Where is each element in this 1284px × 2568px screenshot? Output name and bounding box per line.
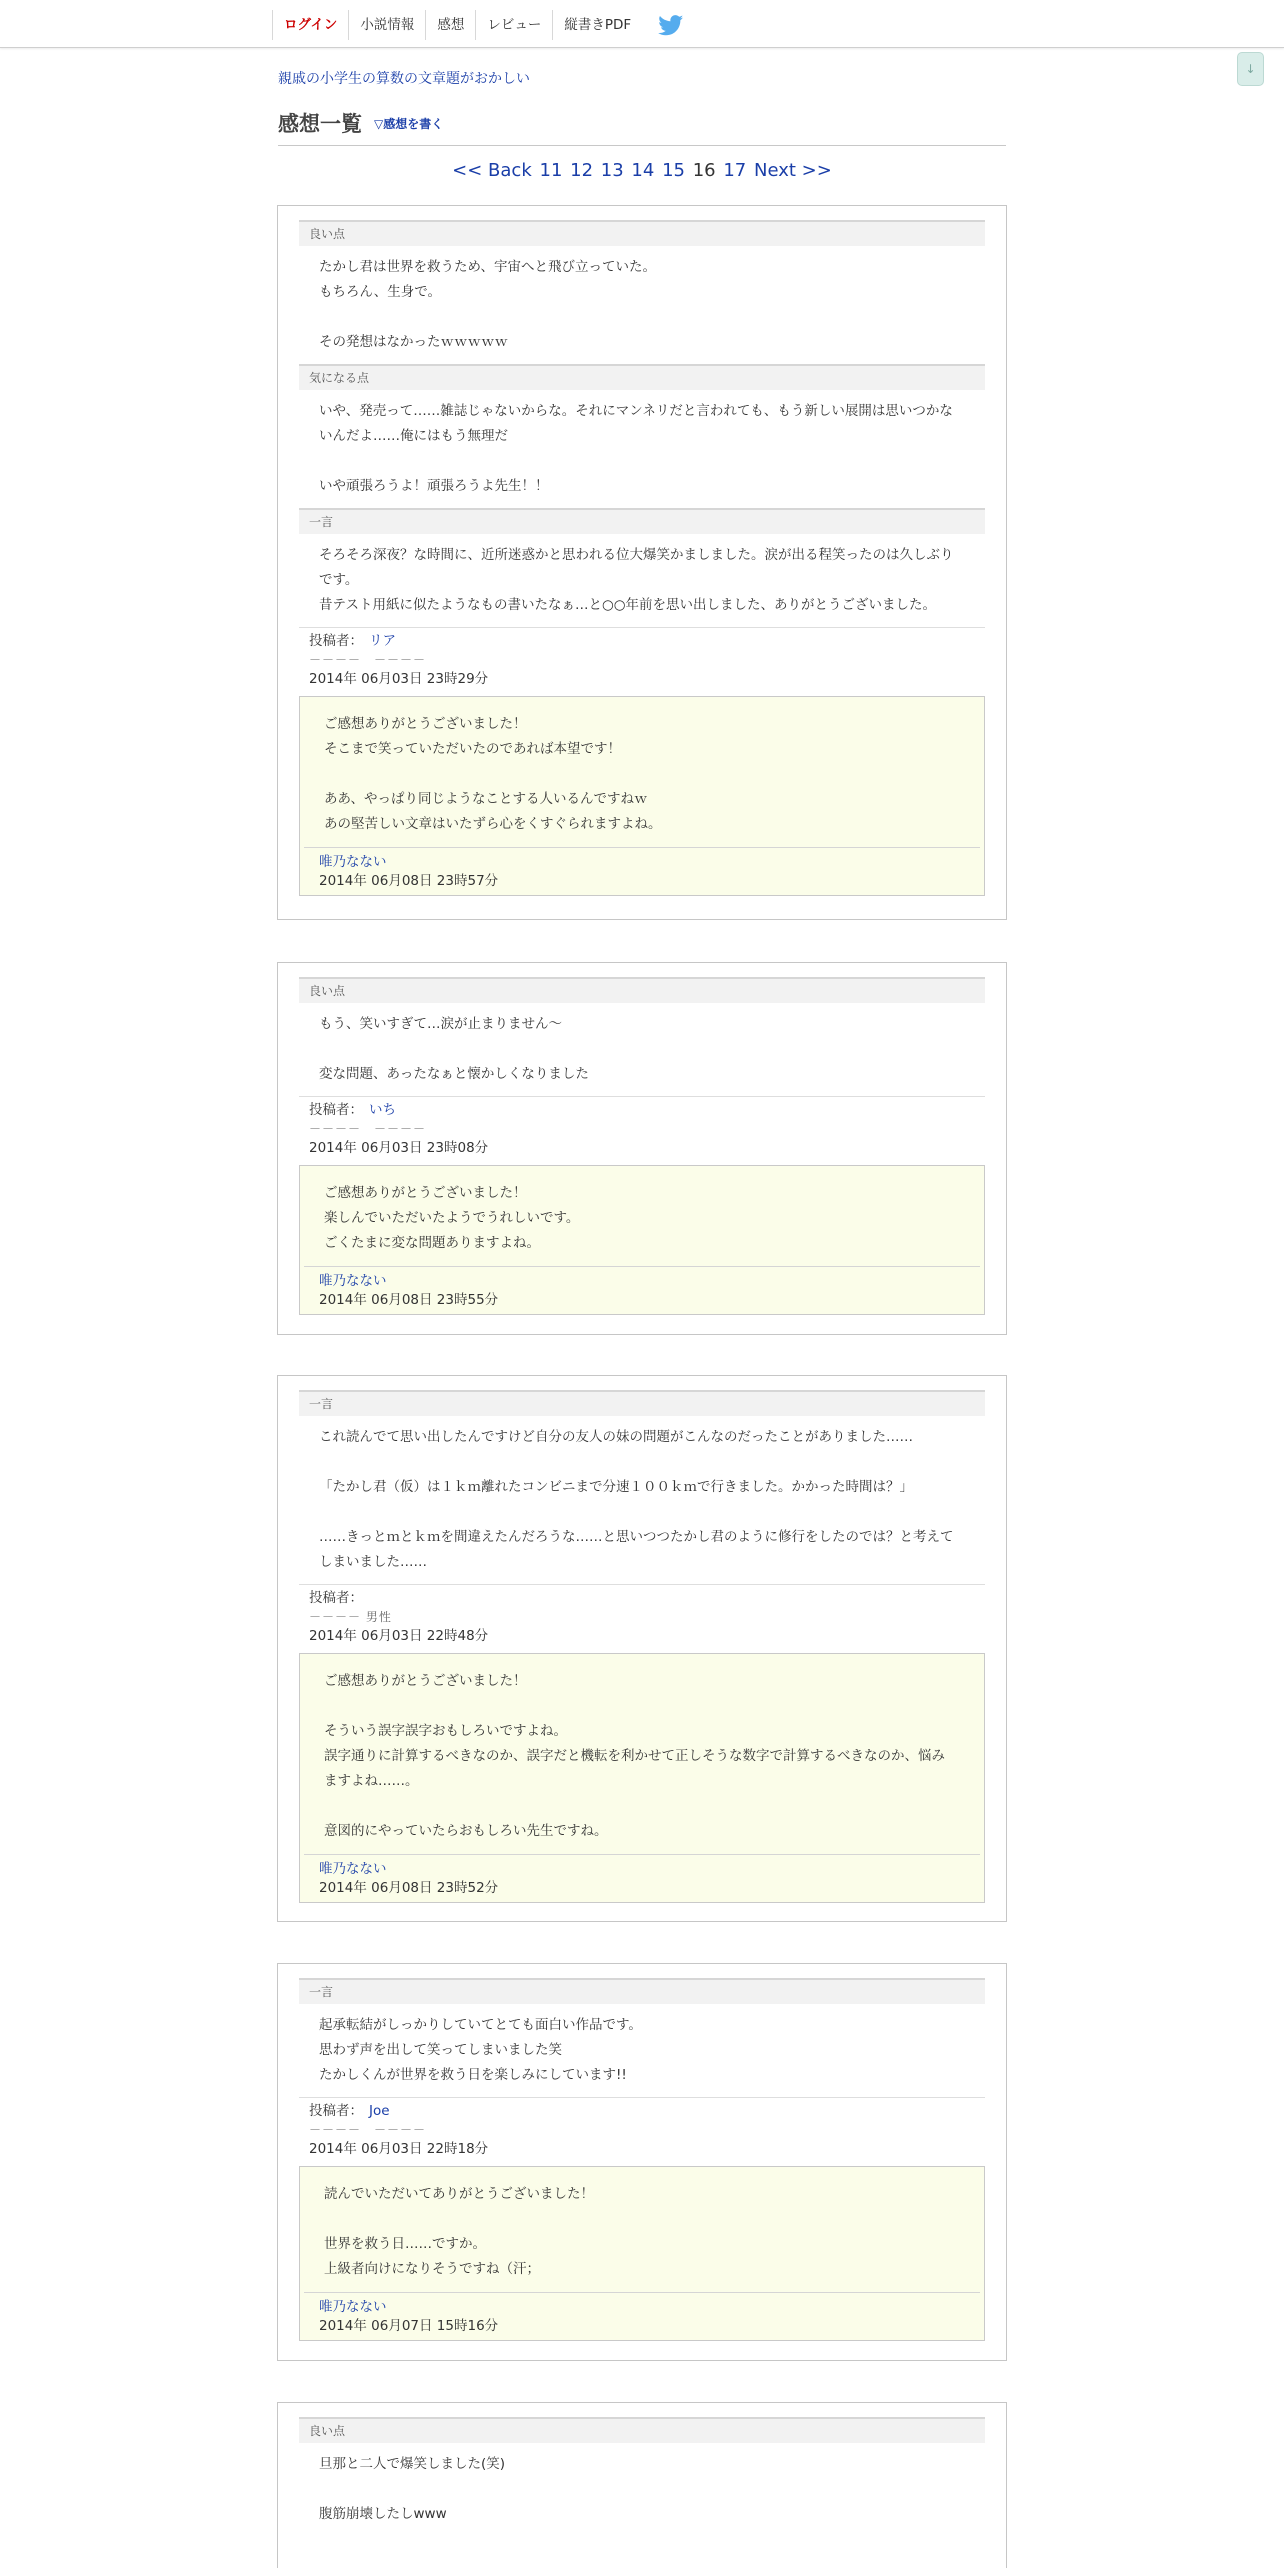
review-section-label: 良い点: [299, 2417, 985, 2443]
poster-attributes: －－－－ 男性: [309, 1610, 392, 1624]
reply-author-link[interactable]: 唯乃なない: [319, 1273, 387, 1289]
novel-title-link[interactable]: 親戚の小学生の算数の文章題がおかしい: [278, 71, 530, 87]
poster-info: [299, 2097, 985, 2164]
reply-author-link[interactable]: 唯乃なない: [319, 1861, 387, 1877]
text-line: 誤字通りに計算するべきなのか、誤字だと機転を利かせて正しそうな数字で計算するべきなのか、悩み: [324, 1748, 945, 1764]
poster-label: 投稿者：: [309, 633, 363, 649]
pager-page-17[interactable]: 17: [723, 160, 747, 181]
text-line: あの堅苦しい文章はいたずら心をくすぐられますよね。: [324, 816, 662, 832]
author-reply: [299, 696, 985, 896]
review-section-text: [299, 246, 985, 364]
write-impression-link[interactable]: ▽感想を書く: [374, 117, 444, 131]
text-line: もう、笑いすぎて…涙が止まりません〜: [319, 1016, 562, 1032]
review-date: 2014年 06月03日 22時48分: [309, 1628, 489, 1644]
text-line: ごくたまに変な問題ありますよね。: [324, 1235, 540, 1251]
reply-footer: [304, 1266, 980, 1314]
author-reply: [299, 1165, 985, 1315]
text-line: です。: [319, 572, 359, 588]
pagination: [0, 160, 1284, 181]
nav-login[interactable]: ログイン: [272, 10, 348, 40]
nav-reviews[interactable]: レビュー: [475, 10, 552, 40]
review-section-text: [299, 1003, 985, 1096]
text-line: そういう誤字誤字おもしろいですよね。: [324, 1723, 567, 1739]
review-section-text: [299, 2443, 985, 2536]
text-line: 変な問題、あったなぁと懐かしくなりました: [319, 1066, 589, 1082]
text-line: 腹筋崩壊したしwww: [319, 2506, 447, 2522]
review-card: [277, 205, 1007, 920]
review-card: [277, 2402, 1007, 2568]
text-line: ご感想ありがとうございました！: [324, 1673, 527, 1689]
reply-date: 2014年 06月08日 23時52分: [319, 1880, 499, 1896]
pager-page-14[interactable]: 14: [631, 160, 655, 181]
review-section-label: 一言: [299, 508, 985, 534]
reply-date: 2014年 06月08日 23時55分: [319, 1292, 499, 1308]
reply-footer: [304, 1854, 980, 1902]
section-header: [278, 108, 1006, 146]
review-date: 2014年 06月03日 22時18分: [309, 2141, 489, 2157]
reply-date: 2014年 06月07日 15時16分: [319, 2318, 499, 2334]
pager-next-link[interactable]: Next >>: [753, 160, 832, 181]
text-line: しまいました……: [319, 1554, 427, 1570]
pager-page-15[interactable]: 15: [662, 160, 685, 181]
twitter-bird-icon[interactable]: [658, 10, 686, 40]
pager-page-11[interactable]: 11: [539, 160, 563, 181]
text-line: 思わず声を出して笑ってしまいました笑: [319, 2042, 562, 2058]
reply-text: [300, 1166, 984, 1266]
poster-label: 投稿者：: [309, 1102, 363, 1118]
pager-current-page: 16: [692, 160, 716, 181]
text-line: ご感想ありがとうございました！: [324, 716, 527, 732]
reply-footer: [304, 2292, 980, 2340]
text-line: 起承転結がしっかりしていてとても面白い作品です。: [319, 2017, 642, 2033]
review-section-label: 気になる点: [299, 364, 985, 390]
text-line: ますよね……。: [324, 1773, 419, 1789]
text-line: ああ、やっぱり同じようなことする人いるんですねｗ: [324, 791, 648, 807]
text-line: ご感想ありがとうございました！: [324, 1185, 527, 1201]
poster-attributes: －－－－ －－－－: [309, 1122, 427, 1136]
review-date: 2014年 06月03日 23時29分: [309, 671, 489, 687]
text-line: ……きっとｍとｋｍを間違えたんだろうな……と思いつつたかし君のように修行をしたのでは？と考えて: [319, 1529, 954, 1545]
text-line: いんだよ……俺にはもう無理だ: [319, 428, 508, 444]
review-section-label: 一言: [299, 1978, 985, 2004]
text-line: その発想はなかったｗｗｗｗｗ: [319, 334, 508, 350]
text-line: [319, 305, 975, 330]
poster-name-link[interactable]: リア: [369, 633, 396, 649]
review-date: 2014年 06月03日 23時08分: [309, 1140, 489, 1156]
poster-attributes: －－－－ －－－－: [309, 653, 427, 667]
text-line: [324, 1694, 970, 1719]
page-title: 感想一覧: [278, 112, 362, 136]
author-reply: [299, 1653, 985, 1903]
nav-vertical-pdf[interactable]: 縦書きPDF: [552, 10, 642, 40]
review-section-text: [299, 1416, 985, 1584]
text-line: いや頑張ろうよ！頑張ろうよ先生！！: [319, 478, 549, 494]
review-section-label: 一言: [299, 1390, 985, 1416]
nav-impressions[interactable]: 感想: [425, 10, 475, 40]
author-reply: [299, 2166, 985, 2341]
nav-novel-info[interactable]: 小説情報: [348, 10, 425, 40]
review-section-text: [299, 534, 985, 627]
text-line: これ読んでて思い出したんですけど自分の友人の妹の問題がこんなのだったことがありました……: [319, 1429, 913, 1445]
poster-info: [299, 1584, 985, 1651]
text-line: [324, 1794, 970, 1819]
text-line: [319, 1500, 975, 1525]
review-section-label: 良い点: [299, 977, 985, 1003]
poster-label: 投稿者：: [309, 1590, 363, 1606]
reply-date: 2014年 06月08日 23時57分: [319, 873, 499, 889]
text-line: [324, 2207, 970, 2232]
pager-page-12[interactable]: 12: [570, 160, 594, 181]
text-line: 上級者向けになりそうですね（汗；: [324, 2261, 540, 2277]
review-section-label: 良い点: [299, 220, 985, 246]
reply-text: [300, 1654, 984, 1854]
text-line: 意図的にやっていたらおもしろい先生ですね。: [324, 1823, 608, 1839]
poster-info: [299, 1096, 985, 1163]
poster-attributes: －－－－ －－－－: [309, 2123, 427, 2137]
reply-author-link[interactable]: 唯乃なない: [319, 854, 387, 870]
nav-menu: [272, 10, 686, 40]
poster-info: [299, 627, 985, 694]
text-line: 旦那と二人で爆笑しました(笑): [319, 2456, 506, 2472]
poster-name-link[interactable]: いち: [369, 1102, 396, 1118]
review-section-text: [299, 2004, 985, 2097]
text-line: [319, 2477, 975, 2502]
text-line: 楽しんでいただいたようでうれしいです。: [324, 1210, 580, 1226]
review-card: [277, 1963, 1007, 2361]
poster-label: 投稿者：: [309, 2103, 363, 2119]
text-line: そろそろ深夜？な時間に、近所迷惑かと思われる位大爆笑かましました。涙が出る程笑ったのは久しぶり: [319, 547, 954, 563]
pager-back-link[interactable]: << Back: [452, 160, 532, 181]
text-line: たかしくんが世界を救う日を楽しみにしています!!: [319, 2067, 627, 2083]
pager-page-13[interactable]: 13: [600, 160, 624, 181]
top-navigation-bar: [0, 0, 1284, 48]
review-section-text: [299, 390, 985, 508]
text-line: たかし君は世界を救うため、宇宙へと飛び立っていた。: [319, 259, 656, 275]
text-line: 世界を救う日……ですか。: [324, 2236, 486, 2252]
text-line: 読んでいただいてありがとうございました！: [324, 2186, 594, 2202]
review-card: [277, 1375, 1007, 1922]
text-line: もちろん、生身で。: [319, 284, 442, 300]
reply-text: [300, 2167, 984, 2292]
scroll-down-button[interactable]: ↓: [1237, 52, 1264, 86]
text-line: [319, 449, 975, 474]
text-line: [324, 762, 970, 787]
text-line: 「たかし君（仮）は１ｋｍ離れたコンビニまで分速１００ｋｍで行きました。かかった時間は？」: [319, 1479, 913, 1495]
text-line: いや、発売って……雑誌じゃないからな。それにマンネリだと言われても、もう新しい展開は思いつかな: [319, 403, 953, 419]
text-line: [319, 1037, 975, 1062]
reply-text: [300, 697, 984, 847]
reply-author-link[interactable]: 唯乃なない: [319, 2299, 387, 2315]
review-card: [277, 962, 1007, 1335]
reply-footer: [304, 847, 980, 895]
text-line: そこまで笑っていただいたのであれば本望です！: [324, 741, 621, 757]
poster-name-link[interactable]: Joe: [369, 2103, 390, 2119]
text-line: [319, 1450, 975, 1475]
text-line: 昔テスト用紙に似たようなもの書いたなぁ…と○○年前を思い出しました、ありがとうございました。: [319, 597, 937, 613]
